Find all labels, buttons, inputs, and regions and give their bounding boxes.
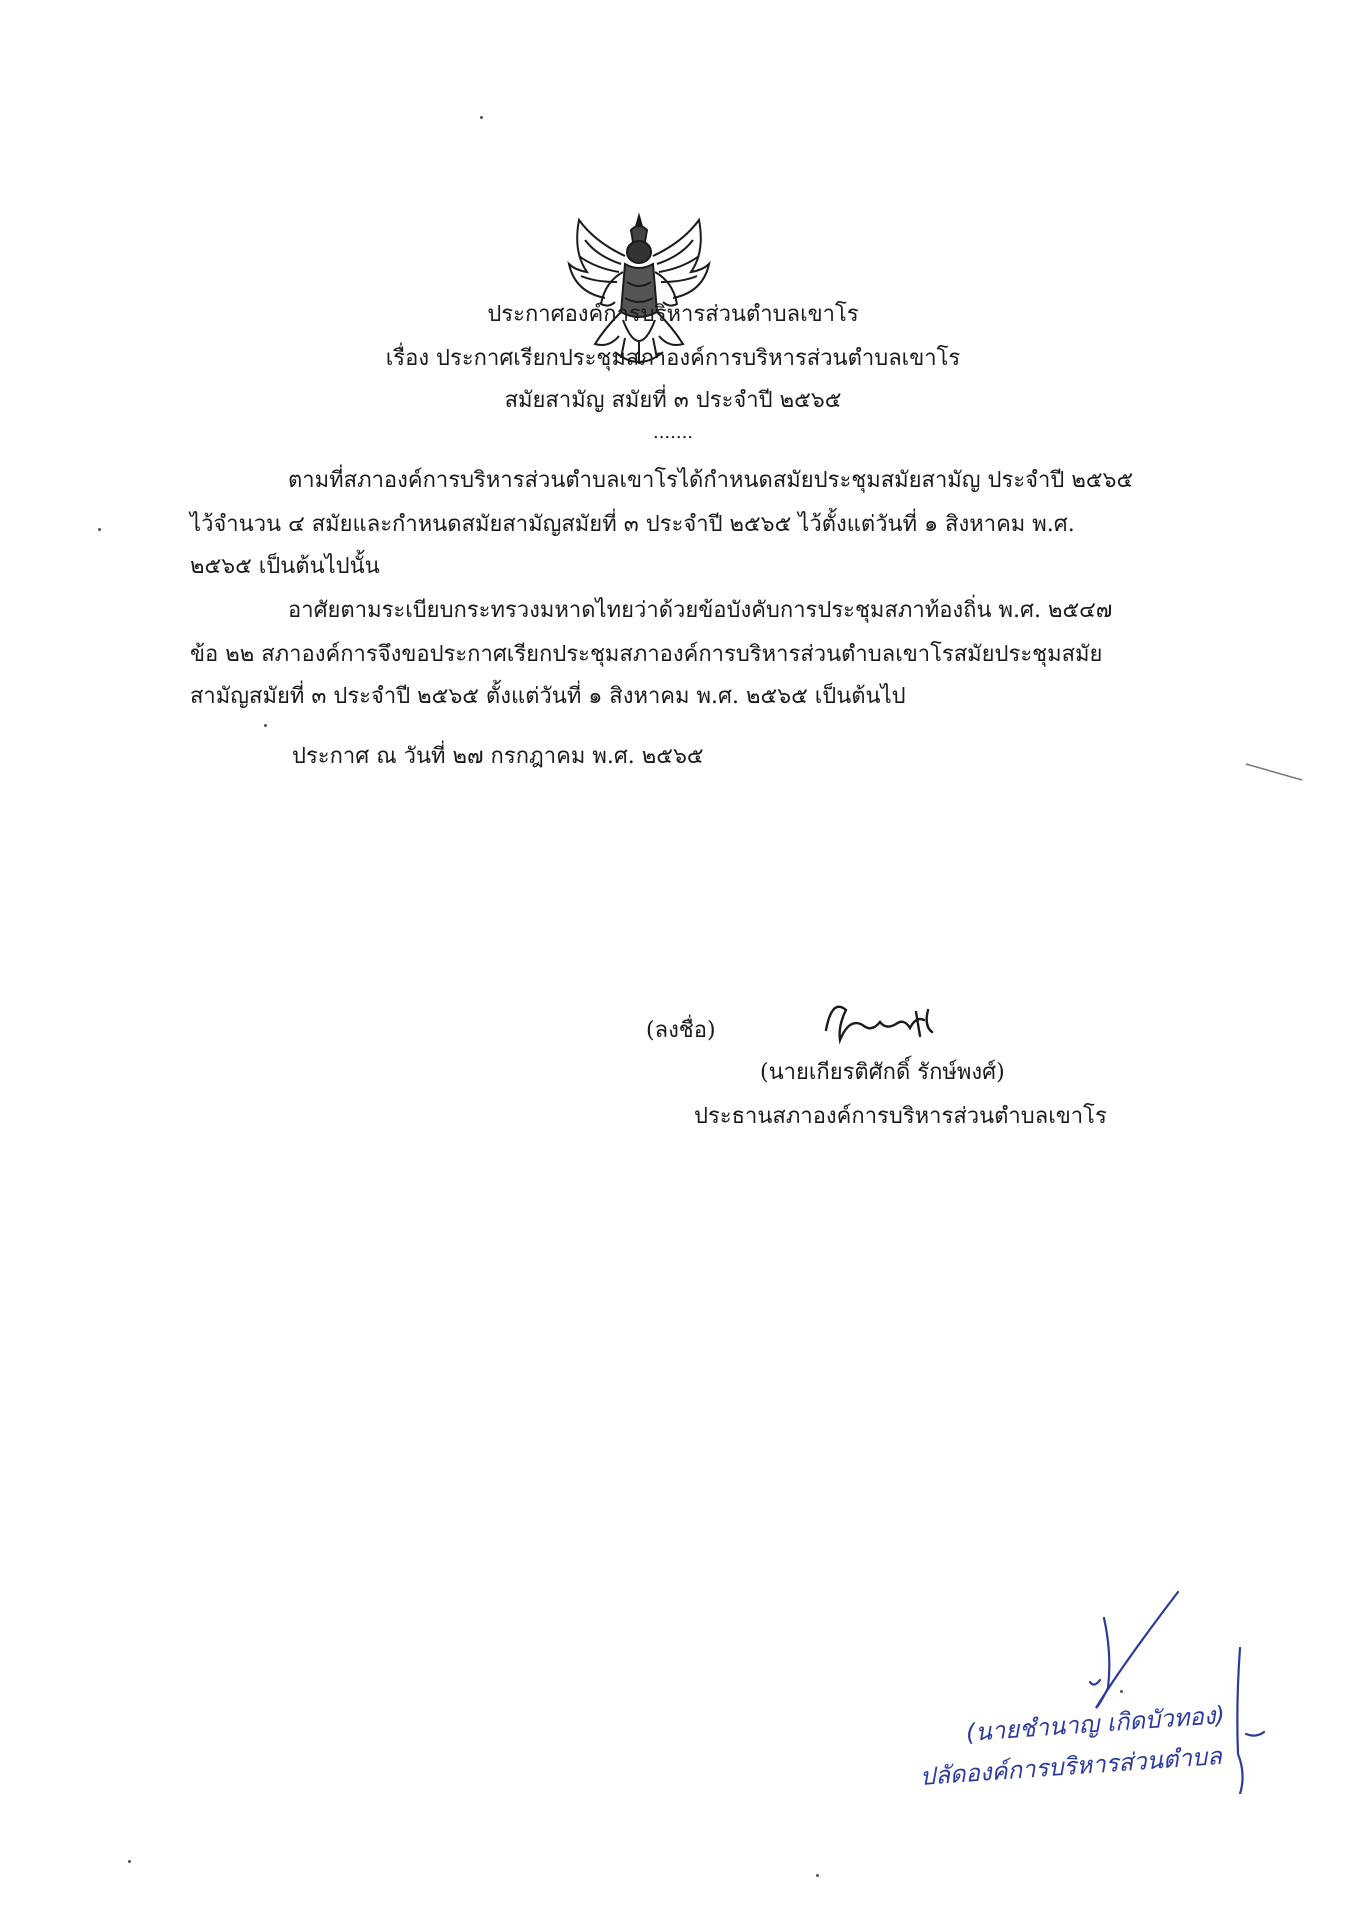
- scan-speck: [816, 1874, 819, 1877]
- clerk-position: ปลัดองค์การบริหารส่วนตำบล: [919, 1741, 1223, 1791]
- scan-speck: [98, 528, 101, 531]
- separator-dots: .......: [652, 422, 694, 443]
- clerk-name: (นายชำนาญ เกิดบัวทอง): [965, 1700, 1226, 1747]
- scan-speck: [128, 1860, 131, 1863]
- chairman-name: (นายเกียรติศักดิ์ รักษ์พงศ์): [760, 1060, 1005, 1085]
- sign-label: (ลงชื่อ): [646, 1018, 716, 1043]
- chairman-signature-icon: [820, 996, 940, 1048]
- announcement-subject: เรื่อง ประกาศเรียกประชุมสภาองค์การบริหารส่วนตำบลเขาโร: [385, 346, 961, 371]
- paragraph-1-line-1: ตามที่สภาองค์การบริหารส่วนตำบลเขาโรได้กำหนดสมัยประชุมสมัยสามัญ ประจำปี ๒๕๖๕: [288, 468, 1134, 493]
- scan-speck: [264, 724, 267, 727]
- scan-speck: [1120, 1690, 1123, 1693]
- paragraph-1-line-2: ไว้จำนวน ๔ สมัยและกำหนดสมัยสามัญสมัยที่ ๓ ประจำปี ๒๕๖๕ ไว้ตั้งแต่วันที่ ๑ สิงหาคม พ.ศ.: [190, 512, 1075, 537]
- chairman-position: ประธานสภาองค์การบริหารส่วนตำบลเขาโร: [694, 1104, 1107, 1129]
- announcement-date: ประกาศ ณ วันที่ ๒๗ กรกฎาคม พ.ศ. ๒๕๖๕: [292, 744, 704, 769]
- paragraph-2-line-3: สามัญสมัยที่ ๓ ประจำปี ๒๕๖๕ ตั้งแต่วันที่ ๑ สิงหาคม พ.ศ. ๒๕๖๕ เป็นต้นไป: [190, 684, 906, 709]
- session-line: สมัยสามัญ สมัยที่ ๓ ประจำปี ๒๕๖๕: [504, 388, 842, 413]
- scan-speck: [480, 116, 483, 119]
- scan-mark: [1244, 760, 1306, 784]
- paragraph-2-line-2: ข้อ ๒๒ สภาองค์การจึงขอประกาศเรียกประชุมสภาองค์การบริหารส่วนตำบลเขาโรสมัยประชุมสมัย: [190, 642, 1103, 667]
- paragraph-1-line-3: ๒๕๖๕ เป็นต้นไปนั้น: [190, 554, 380, 579]
- paragraph-2-line-1: อาศัยตามระเบียบกระทรวงมหาดไทยว่าด้วยข้อบังคับการประชุมสภาท้องถิ่น พ.ศ. ๒๕๔๗: [288, 598, 1113, 623]
- announcement-title: ประกาศองค์การบริหารส่วนตำบลเขาโร: [487, 302, 859, 327]
